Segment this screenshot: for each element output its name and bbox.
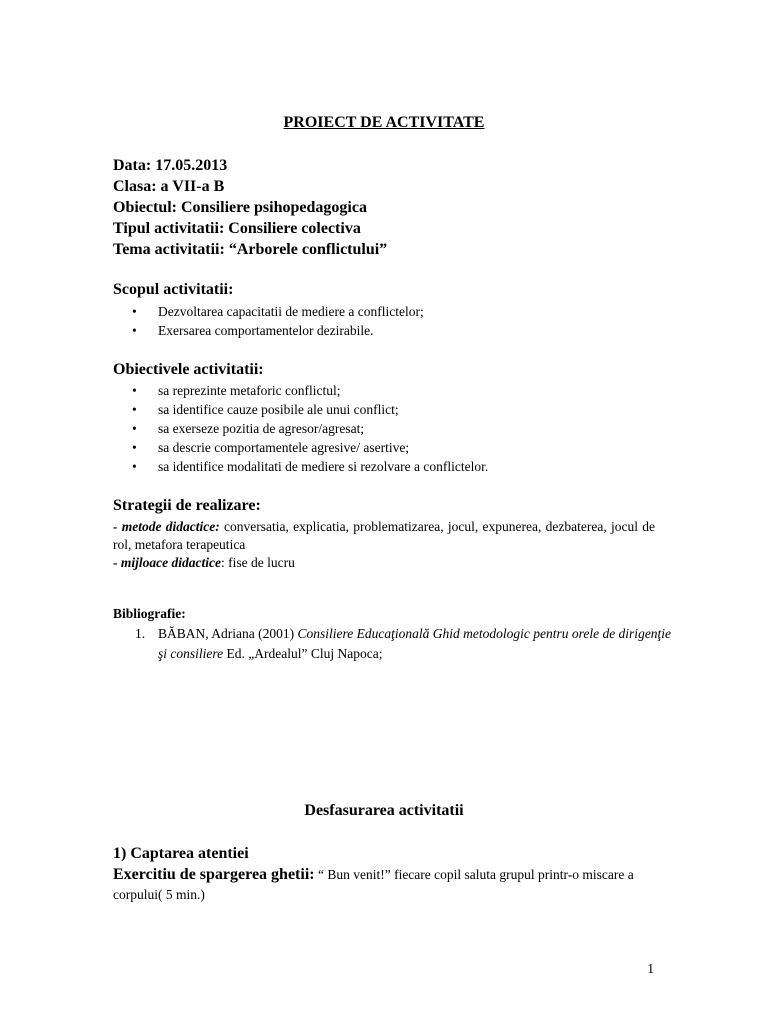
bibliography-publisher: Ed. „Ardealul” Cluj Napoca; [223,646,383,661]
bullet-icon: • [132,383,137,398]
bullet-icon: • [132,323,137,338]
bibliografie-heading: Bibliografie: [113,606,186,621]
bibliography-author: BĂBAN, Adriana (2001) [158,626,298,641]
page-title: PROIECT DE ACTIVITATE [283,114,485,131]
obiective-heading: Obiectivele activitatii: [113,361,264,378]
meta-subject-value: : Consiliere psihopedagogica [171,199,367,216]
meta-date: Data: 17.05.2013 [113,157,228,174]
meta-class: Clasa: a VII-a B [113,178,225,195]
strategii-mijloace [113,554,655,572]
strategii-heading: Strategii de realizare: [113,497,261,514]
exercise-text: “ Bun venit!” fiecare copil saluta grupul printr-o miscare a corpului( 5 min.) [113,867,634,902]
bibliography-entry [158,624,678,664]
bullet-icon: • [132,304,137,319]
step-heading: 1) Captarea atentiei [113,845,249,862]
bullet-icon: • [132,459,137,474]
bibliography-work: Consiliere Educaţională Ghid metodologic pentru orele de dirigenţie şi consiliere [158,626,672,661]
desfasurare-heading: Desfasurarea activitatii [304,802,464,819]
scop-heading: Scopul activitatii: [113,281,234,298]
exercise-label: Exercitiu de spargerea ghetii: [113,866,315,883]
meta-theme: Tema activitatii: “Arborele conflictului” [113,241,388,258]
meta-subject-label: Obiectul [113,199,172,216]
exercise-paragraph [113,865,673,905]
meta-subject [113,197,367,218]
metode-text: conversatia, explicatia, problematizarea, jocul, expunerea, dezbaterea, jocul de rol, metafora terapeutica [113,519,655,552]
bibliography-number: 1. [135,626,146,641]
metode-label: - metode didactice: [113,519,220,534]
strategii-metode [113,518,655,554]
bullet-icon: • [132,440,137,455]
mijloace-text: : fise de lucru [220,555,295,570]
meta-type: Tipul activitatii: Consiliere colectiva [113,220,361,237]
bullet-icon: • [132,402,137,417]
bullet-icon: • [132,421,137,436]
page-number: 1 [647,961,654,976]
mijloace-label: - mijloace didactice [113,555,221,570]
